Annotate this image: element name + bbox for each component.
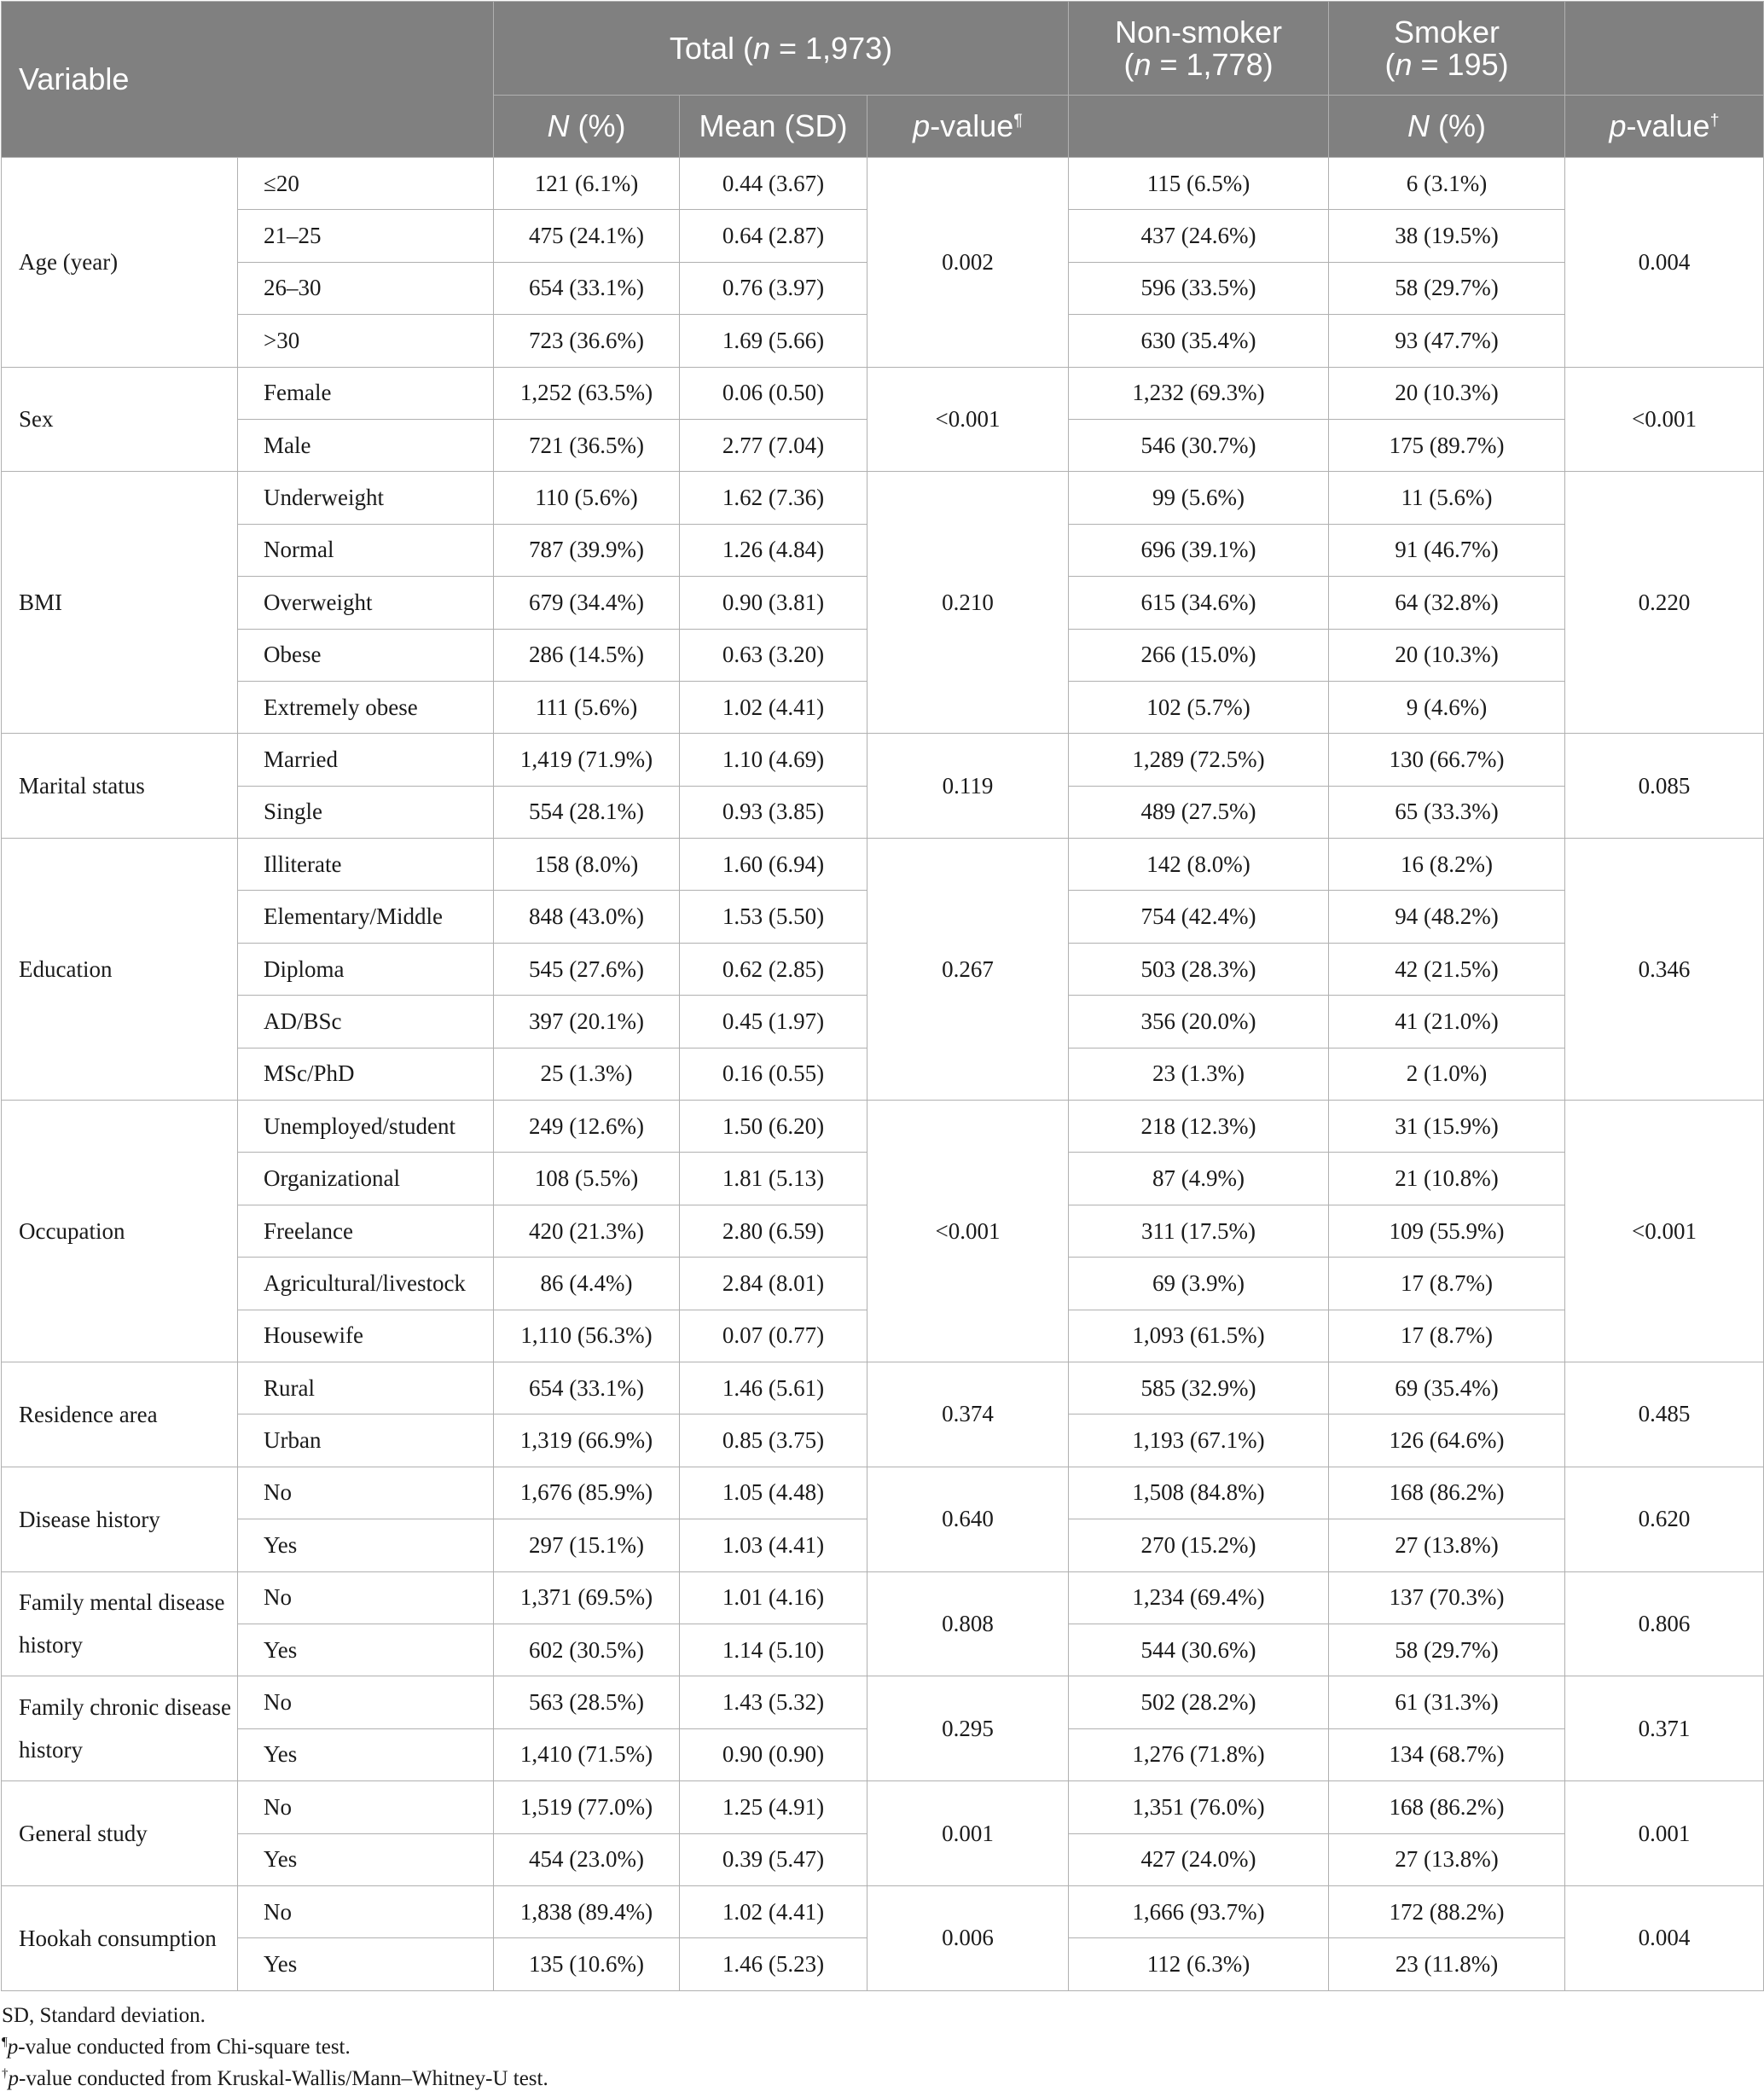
variable-cell: Disease history [2, 1467, 238, 1571]
smoker-n-cell: 168 (86.2%) [1329, 1781, 1565, 1833]
table-row [2, 472, 1764, 524]
smoker-pvalue-cell: 0.085 [1565, 734, 1764, 839]
smoker-n-cell: 16 (8.2%) [1329, 839, 1565, 891]
category-cell: Illiterate [238, 839, 494, 891]
category-cell: Yes [238, 1519, 494, 1571]
nonsmoker-n-cell: 87 (4.9%) [1069, 1153, 1329, 1205]
mean-sd-cell: 0.07 (0.77) [680, 1310, 867, 1362]
smoker-pvalue-cell: 0.620 [1565, 1467, 1764, 1571]
total-n-cell: 1,838 (89.4%) [494, 1885, 680, 1937]
mean-sd-cell: 1.46 (5.23) [680, 1938, 867, 1990]
table-row [2, 1885, 1764, 1937]
category-cell: Extremely obese [238, 681, 494, 733]
mean-sd-cell: 0.90 (3.81) [680, 577, 867, 629]
total-pvalue-cell: 0.267 [867, 839, 1069, 1101]
total-n-cell: 158 (8.0%) [494, 839, 680, 891]
nonsmoker-n-cell: 754 (42.4%) [1069, 891, 1329, 943]
mean-sd-cell: 0.44 (3.67) [680, 158, 867, 210]
mean-sd-cell: 1.43 (5.32) [680, 1676, 867, 1728]
table-body [2, 158, 1764, 1991]
category-cell: Married [238, 734, 494, 786]
category-cell: Rural [238, 1362, 494, 1414]
category-cell: Single [238, 786, 494, 838]
total-pvalue-cell: <0.001 [867, 367, 1069, 472]
smoker-n-cell: 9 (4.6%) [1329, 681, 1565, 733]
total-pvalue-cell: 0.001 [867, 1781, 1069, 1886]
demographics-table [1, 1, 1764, 1991]
total-n-cell: 454 (23.0%) [494, 1833, 680, 1885]
total-pvalue-cell: <0.001 [867, 1101, 1069, 1362]
total-n-cell: 297 (15.1%) [494, 1519, 680, 1571]
smoker-pvalue-cell: <0.001 [1565, 367, 1764, 472]
nonsmoker-n-cell: 99 (5.6%) [1069, 472, 1329, 524]
smoker-pvalue-cell: <0.001 [1565, 1101, 1764, 1362]
variable-cell: BMI [2, 472, 238, 734]
nonsmoker-n-cell: 615 (34.6%) [1069, 577, 1329, 629]
total-n-cell: 475 (24.1%) [494, 210, 680, 262]
total-n-cell: 121 (6.1%) [494, 158, 680, 210]
footnotes [2, 2000, 1764, 2094]
mean-sd-cell: 1.01 (4.16) [680, 1571, 867, 1624]
table-row [2, 1101, 1764, 1153]
smoker-n-cell: 20 (10.3%) [1329, 367, 1565, 419]
smoker-pvalue-cell: 0.004 [1565, 1885, 1764, 1990]
total-n-cell: 249 (12.6%) [494, 1101, 680, 1153]
table-row [2, 158, 1764, 210]
mean-sd-cell: 0.45 (1.97) [680, 996, 867, 1048]
category-cell: Obese [238, 629, 494, 681]
variable-cell: Family chronic disease history [2, 1676, 238, 1781]
mean-sd-cell: 1.02 (4.41) [680, 681, 867, 733]
smoker-n-cell: 42 (21.5%) [1329, 943, 1565, 995]
total-n-cell: 108 (5.5%) [494, 1153, 680, 1205]
mean-sd-cell: 0.85 (3.75) [680, 1414, 867, 1467]
category-cell: Agricultural/livestock [238, 1258, 494, 1310]
total-pvalue-cell: 0.210 [867, 472, 1069, 734]
category-cell: 21–25 [238, 210, 494, 262]
mean-sd-cell: 0.90 (0.90) [680, 1728, 867, 1780]
total-n-cell: 602 (30.5%) [494, 1624, 680, 1676]
table-row [2, 839, 1764, 891]
smoker-n-cell: 137 (70.3%) [1329, 1571, 1565, 1624]
nonsmoker-n-cell: 1,232 (69.3%) [1069, 367, 1329, 419]
nonsmoker-n-cell: 489 (27.5%) [1069, 786, 1329, 838]
category-cell: Yes [238, 1728, 494, 1780]
nonsmoker-n-cell: 1,508 (84.8%) [1069, 1467, 1329, 1519]
footnote-kruskal-wallis: †p-value conducted from Kruskal-Wallis/Mann–Whitney-U test. [2, 2066, 548, 2090]
header-variable: Variable [2, 2, 494, 158]
nonsmoker-n-cell: 266 (15.0%) [1069, 629, 1329, 681]
variable-cell: Occupation [2, 1101, 238, 1362]
category-cell: AD/BSc [238, 996, 494, 1048]
total-pvalue-cell: 0.295 [867, 1676, 1069, 1781]
mean-sd-cell: 0.93 (3.85) [680, 786, 867, 838]
nonsmoker-n-cell: 1,193 (67.1%) [1069, 1414, 1329, 1467]
mean-sd-cell: 1.60 (6.94) [680, 839, 867, 891]
total-n-cell: 679 (34.4%) [494, 577, 680, 629]
total-n-cell: 545 (27.6%) [494, 943, 680, 995]
mean-sd-cell: 1.26 (4.84) [680, 524, 867, 576]
nonsmoker-n-cell: 630 (35.4%) [1069, 315, 1329, 367]
smoker-n-cell: 20 (10.3%) [1329, 629, 1565, 681]
smoker-n-cell: 175 (89.7%) [1329, 419, 1565, 471]
nonsmoker-n-cell: 1,093 (61.5%) [1069, 1310, 1329, 1362]
total-n-cell: 787 (39.9%) [494, 524, 680, 576]
total-n-cell: 135 (10.6%) [494, 1938, 680, 1990]
variable-cell: Sex [2, 367, 238, 472]
total-pvalue-cell: 0.002 [867, 158, 1069, 368]
nonsmoker-n-cell: 1,234 (69.4%) [1069, 1571, 1329, 1624]
variable-cell: Age (year) [2, 158, 238, 368]
variable-cell: General study [2, 1781, 238, 1886]
category-cell: Organizational [238, 1153, 494, 1205]
mean-sd-cell: 0.16 (0.55) [680, 1048, 867, 1100]
smoker-n-cell: 31 (15.9%) [1329, 1101, 1565, 1153]
nonsmoker-n-cell: 437 (24.6%) [1069, 210, 1329, 262]
smoker-n-cell: 65 (33.3%) [1329, 786, 1565, 838]
mean-sd-cell: 2.80 (6.59) [680, 1205, 867, 1257]
smoker-n-cell: 126 (64.6%) [1329, 1414, 1565, 1467]
nonsmoker-n-cell: 596 (33.5%) [1069, 262, 1329, 314]
smoker-n-cell: 21 (10.8%) [1329, 1153, 1565, 1205]
category-cell: Yes [238, 1938, 494, 1990]
smoker-pvalue-cell: 0.346 [1565, 839, 1764, 1101]
footnote-sd: SD, Standard deviation. [2, 2003, 206, 2027]
category-cell: No [238, 1467, 494, 1519]
smoker-n-cell: 172 (88.2%) [1329, 1885, 1565, 1937]
smoker-n-cell: 6 (3.1%) [1329, 158, 1565, 210]
smoker-n-cell: 91 (46.7%) [1329, 524, 1565, 576]
total-n-cell: 848 (43.0%) [494, 891, 680, 943]
nonsmoker-n-cell: 1,276 (71.8%) [1069, 1728, 1329, 1780]
mean-sd-cell: 1.10 (4.69) [680, 734, 867, 786]
category-cell: Normal [238, 524, 494, 576]
category-cell: >30 [238, 315, 494, 367]
smoker-pvalue-cell: 0.806 [1565, 1571, 1764, 1676]
total-pvalue-cell: 0.119 [867, 734, 1069, 839]
total-n-cell: 554 (28.1%) [494, 786, 680, 838]
smoker-n-cell: 94 (48.2%) [1329, 891, 1565, 943]
nonsmoker-n-cell: 356 (20.0%) [1069, 996, 1329, 1048]
category-cell: 26–30 [238, 262, 494, 314]
smoker-pvalue-cell: 0.001 [1565, 1781, 1764, 1886]
mean-sd-cell: 1.69 (5.66) [680, 315, 867, 367]
nonsmoker-n-cell: 1,666 (93.7%) [1069, 1885, 1329, 1937]
variable-cell: Residence area [2, 1362, 238, 1467]
smoker-pvalue-cell: 0.485 [1565, 1362, 1764, 1467]
nonsmoker-n-cell: 69 (3.9%) [1069, 1258, 1329, 1310]
smoker-n-cell: 58 (29.7%) [1329, 262, 1565, 314]
total-n-cell: 1,419 (71.9%) [494, 734, 680, 786]
smoker-n-cell: 61 (31.3%) [1329, 1676, 1565, 1728]
smoker-n-cell: 41 (21.0%) [1329, 996, 1565, 1048]
total-pvalue-cell: 0.808 [867, 1571, 1069, 1676]
mean-sd-cell: 1.81 (5.13) [680, 1153, 867, 1205]
mean-sd-cell: 1.02 (4.41) [680, 1885, 867, 1937]
category-cell: MSc/PhD [238, 1048, 494, 1100]
header-blank [1565, 2, 1764, 96]
category-cell: Unemployed/student [238, 1101, 494, 1153]
total-n-cell: 1,519 (77.0%) [494, 1781, 680, 1833]
nonsmoker-n-cell: 544 (30.6%) [1069, 1624, 1329, 1676]
table-row [2, 1467, 1764, 1519]
smoker-n-cell: 27 (13.8%) [1329, 1833, 1565, 1885]
header-smoker: Smoker (n = 195) [1329, 2, 1565, 96]
total-n-cell: 420 (21.3%) [494, 1205, 680, 1257]
header-total: Total (n = 1,973) [494, 2, 1069, 96]
total-n-cell: 723 (36.6%) [494, 315, 680, 367]
mean-sd-cell: 1.53 (5.50) [680, 891, 867, 943]
smoker-n-cell: 109 (55.9%) [1329, 1205, 1565, 1257]
total-n-cell: 563 (28.5%) [494, 1676, 680, 1728]
total-n-cell: 1,319 (66.9%) [494, 1414, 680, 1467]
category-cell: No [238, 1571, 494, 1624]
category-cell: No [238, 1676, 494, 1728]
mean-sd-cell: 1.46 (5.61) [680, 1362, 867, 1414]
mean-sd-cell: 0.62 (2.85) [680, 943, 867, 995]
mean-sd-cell: 1.50 (6.20) [680, 1101, 867, 1153]
category-cell: Elementary/Middle [238, 891, 494, 943]
nonsmoker-n-cell: 546 (30.7%) [1069, 419, 1329, 471]
mean-sd-cell: 1.05 (4.48) [680, 1467, 867, 1519]
smoker-n-cell: 130 (66.7%) [1329, 734, 1565, 786]
smoker-n-cell: 69 (35.4%) [1329, 1362, 1565, 1414]
category-cell: Male [238, 419, 494, 471]
smoker-n-cell: 11 (5.6%) [1329, 472, 1565, 524]
mean-sd-cell: 1.14 (5.10) [680, 1624, 867, 1676]
table-row [2, 1362, 1764, 1414]
total-n-cell: 721 (36.5%) [494, 419, 680, 471]
header-mean-sd: Mean (SD) [680, 96, 867, 158]
total-n-cell: 111 (5.6%) [494, 681, 680, 733]
total-n-cell: 25 (1.3%) [494, 1048, 680, 1100]
category-cell: Urban [238, 1414, 494, 1467]
category-cell: Female [238, 367, 494, 419]
mean-sd-cell: 0.63 (3.20) [680, 629, 867, 681]
mean-sd-cell: 0.76 (3.97) [680, 262, 867, 314]
smoker-n-cell: 134 (68.7%) [1329, 1728, 1565, 1780]
total-n-cell: 654 (33.1%) [494, 1362, 680, 1414]
nonsmoker-n-cell: 696 (39.1%) [1069, 524, 1329, 576]
nonsmoker-n-cell: 427 (24.0%) [1069, 1833, 1329, 1885]
mean-sd-cell: 1.25 (4.91) [680, 1781, 867, 1833]
smoker-n-cell: 23 (11.8%) [1329, 1938, 1565, 1990]
smoker-n-cell: 168 (86.2%) [1329, 1467, 1565, 1519]
total-n-cell: 110 (5.6%) [494, 472, 680, 524]
variable-cell: Hookah consumption [2, 1885, 238, 1990]
total-n-cell: 1,371 (69.5%) [494, 1571, 680, 1624]
nonsmoker-n-cell: 23 (1.3%) [1069, 1048, 1329, 1100]
mean-sd-cell: 0.64 (2.87) [680, 210, 867, 262]
smoker-pvalue-cell: 0.220 [1565, 472, 1764, 734]
total-pvalue-cell: 0.374 [867, 1362, 1069, 1467]
footnote-chi-square: ¶p-value conducted from Chi-square test. [2, 2035, 351, 2059]
header-total-npct: N (%) [494, 96, 680, 158]
nonsmoker-n-cell: 1,351 (76.0%) [1069, 1781, 1329, 1833]
category-cell: Yes [238, 1833, 494, 1885]
nonsmoker-n-cell: 502 (28.2%) [1069, 1676, 1329, 1728]
nonsmoker-n-cell: 112 (6.3%) [1069, 1938, 1329, 1990]
category-cell: Yes [238, 1624, 494, 1676]
nonsmoker-n-cell: 115 (6.5%) [1069, 158, 1329, 210]
mean-sd-cell: 2.77 (7.04) [680, 419, 867, 471]
smoker-n-cell: 64 (32.8%) [1329, 577, 1565, 629]
variable-cell: Marital status [2, 734, 238, 839]
nonsmoker-n-cell: 218 (12.3%) [1069, 1101, 1329, 1153]
mean-sd-cell: 0.39 (5.47) [680, 1833, 867, 1885]
mean-sd-cell: 0.06 (0.50) [680, 367, 867, 419]
table-header [2, 2, 1764, 158]
smoker-n-cell: 93 (47.7%) [1329, 315, 1565, 367]
nonsmoker-n-cell: 311 (17.5%) [1069, 1205, 1329, 1257]
total-pvalue-cell: 0.006 [867, 1885, 1069, 1990]
total-n-cell: 1,410 (71.5%) [494, 1728, 680, 1780]
header-total-pvalue: p-value¶ [867, 96, 1069, 158]
total-n-cell: 1,676 (85.9%) [494, 1467, 680, 1519]
table-row [2, 734, 1764, 786]
smoker-n-cell: 17 (8.7%) [1329, 1258, 1565, 1310]
table-row [2, 1781, 1764, 1833]
smoker-pvalue-cell: 0.371 [1565, 1676, 1764, 1781]
header-smoker-npct: N (%) [1329, 96, 1565, 158]
total-n-cell: 397 (20.1%) [494, 996, 680, 1048]
mean-sd-cell: 2.84 (8.01) [680, 1258, 867, 1310]
category-cell: No [238, 1781, 494, 1833]
category-cell: ≤20 [238, 158, 494, 210]
total-n-cell: 86 (4.4%) [494, 1258, 680, 1310]
table-row [2, 1676, 1764, 1728]
total-pvalue-cell: 0.640 [867, 1467, 1069, 1571]
smoker-n-cell: 27 (13.8%) [1329, 1519, 1565, 1571]
smoker-n-cell: 38 (19.5%) [1329, 210, 1565, 262]
category-cell: No [238, 1885, 494, 1937]
variable-cell: Education [2, 839, 238, 1101]
header-smoker-pvalue: p-value† [1565, 96, 1764, 158]
variable-cell: Family mental disease history [2, 1571, 238, 1676]
nonsmoker-n-cell: 585 (32.9%) [1069, 1362, 1329, 1414]
total-n-cell: 1,252 (63.5%) [494, 367, 680, 419]
category-cell: Underweight [238, 472, 494, 524]
category-cell: Housewife [238, 1310, 494, 1362]
nonsmoker-n-cell: 102 (5.7%) [1069, 681, 1329, 733]
smoker-n-cell: 2 (1.0%) [1329, 1048, 1565, 1100]
table-row [2, 1571, 1764, 1624]
nonsmoker-n-cell: 142 (8.0%) [1069, 839, 1329, 891]
total-n-cell: 286 (14.5%) [494, 629, 680, 681]
smoker-n-cell: 17 (8.7%) [1329, 1310, 1565, 1362]
category-cell: Freelance [238, 1205, 494, 1257]
mean-sd-cell: 1.62 (7.36) [680, 472, 867, 524]
header-nonsmoker: Non-smoker (n = 1,778) [1069, 2, 1329, 96]
smoker-n-cell: 58 (29.7%) [1329, 1624, 1565, 1676]
nonsmoker-n-cell: 1,289 (72.5%) [1069, 734, 1329, 786]
nonsmoker-n-cell: 503 (28.3%) [1069, 943, 1329, 995]
header-nonsmoker-blank [1069, 96, 1329, 158]
table-row [2, 367, 1764, 419]
category-cell: Diploma [238, 943, 494, 995]
total-n-cell: 654 (33.1%) [494, 262, 680, 314]
total-n-cell: 1,110 (56.3%) [494, 1310, 680, 1362]
category-cell: Overweight [238, 577, 494, 629]
mean-sd-cell: 1.03 (4.41) [680, 1519, 867, 1571]
nonsmoker-n-cell: 270 (15.2%) [1069, 1519, 1329, 1571]
smoker-pvalue-cell: 0.004 [1565, 158, 1764, 368]
